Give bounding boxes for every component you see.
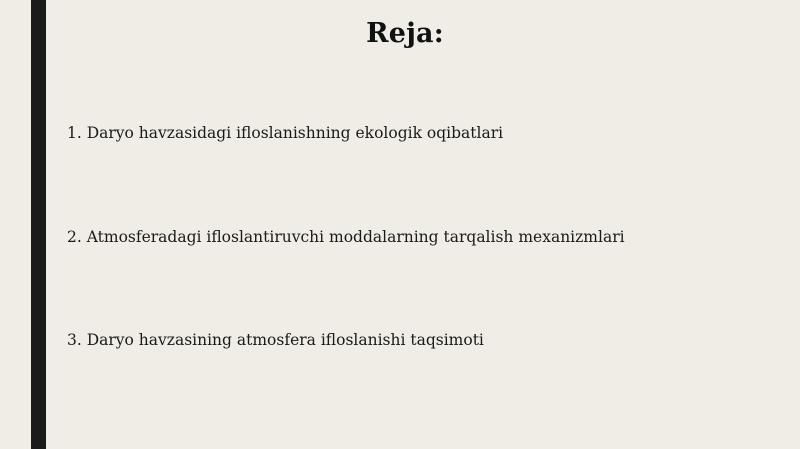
slide-title: Reja:	[366, 18, 444, 49]
list-item: 1. Daryo havzasidagi ifloslanishning ekologik oqibatlari	[67, 124, 504, 142]
list-item: 3. Daryo havzasining atmosfera ifloslanishi taqsimoti	[67, 331, 484, 349]
left-accent-bar	[31, 0, 46, 449]
list-item: 2. Atmosferadagi ifloslantiruvchi moddalarning tarqalish mexanizmlari	[67, 228, 625, 246]
